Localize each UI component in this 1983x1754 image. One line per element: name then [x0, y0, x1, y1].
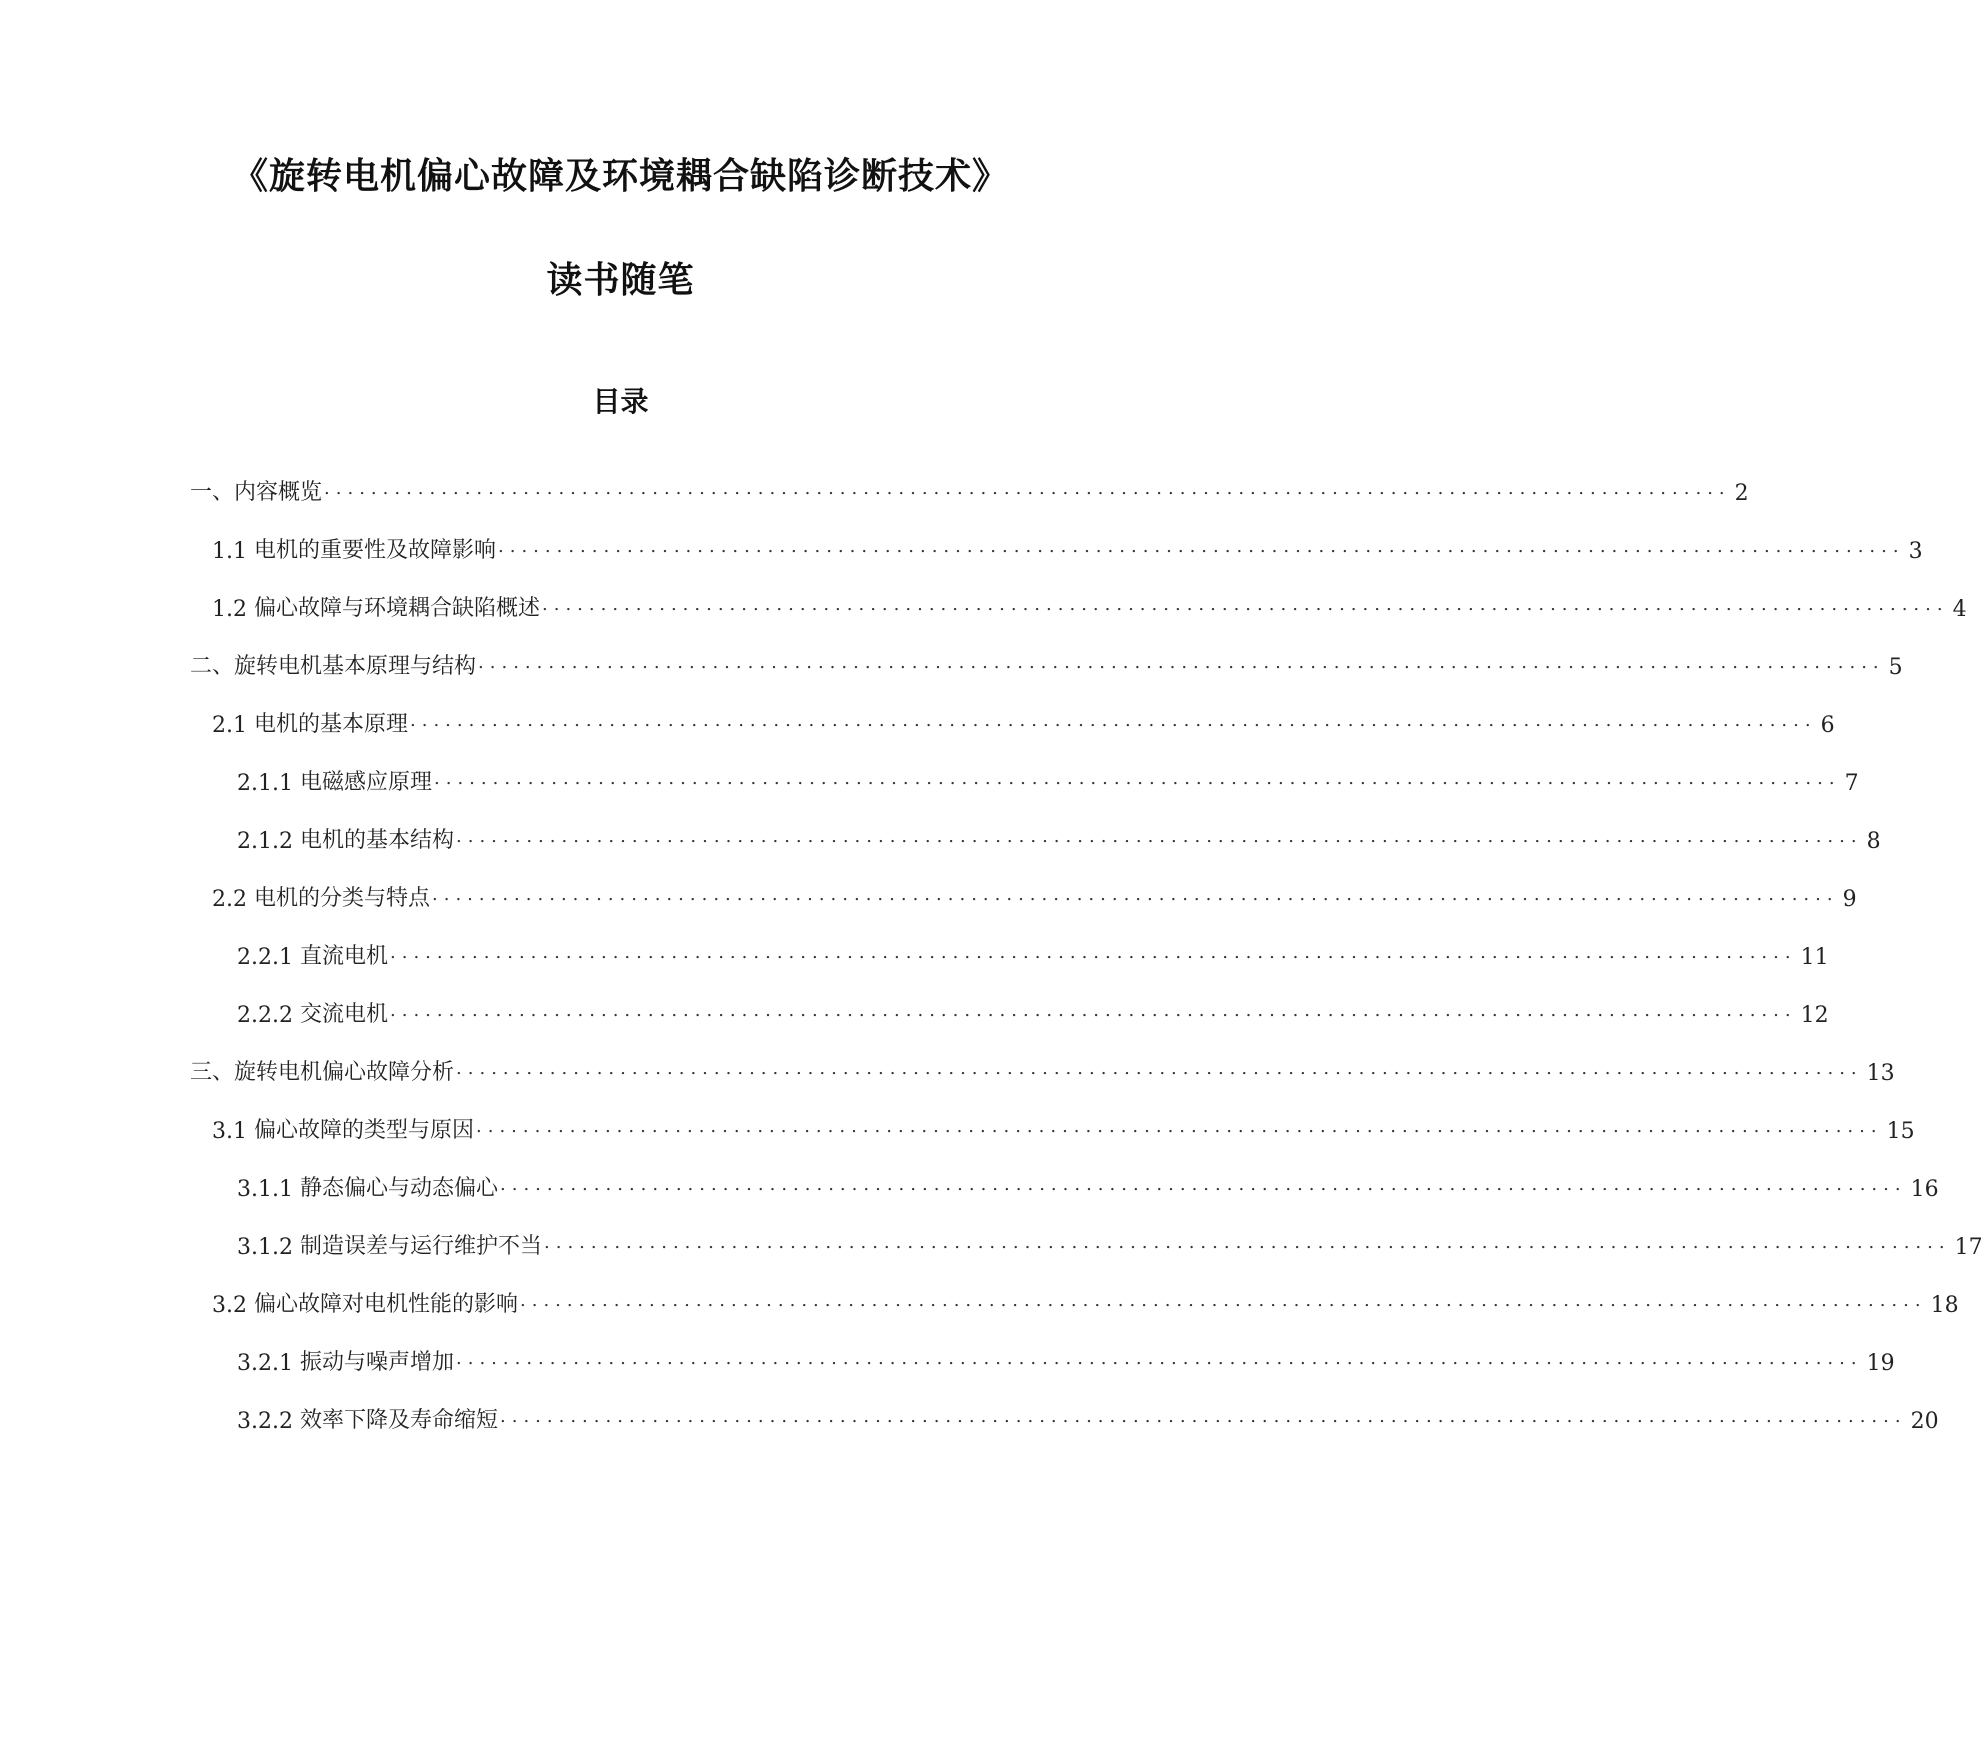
- toc-entry-label: 电机的重要性及故障影响: [253, 538, 496, 563]
- toc-entry-number: 2.1.2: [237, 829, 300, 854]
- toc-entry[interactable]: [212, 586, 1967, 622]
- toc-entry-number: 3.2: [212, 1293, 254, 1318]
- toc-entry-page-number: 15: [1886, 1119, 1915, 1144]
- toc-dot-leader: ........................................................................................................................: [456, 1348, 1863, 1369]
- toc-entry-page-number: 2: [1734, 481, 1749, 506]
- toc-dot-leader: ........................................................................................................................: [476, 1116, 1883, 1137]
- toc-entry-number: 2.1: [212, 713, 254, 738]
- toc-dot-leader: ........................................................................................................................: [456, 826, 1863, 847]
- toc-dot-leader: ........................................................................................................................: [432, 884, 1839, 905]
- toc-entry[interactable]: [190, 1050, 1895, 1086]
- toc-entry-page-number: 12: [1800, 1003, 1829, 1028]
- toc-entry[interactable]: [190, 470, 1749, 506]
- toc-entry-number: 一、: [190, 480, 235, 505]
- toc-entry[interactable]: [237, 934, 1829, 970]
- toc-entry-number: 二、: [190, 654, 235, 679]
- toc-entry-page-number: 19: [1866, 1351, 1895, 1376]
- toc-dot-leader: ........................................................................................................................: [500, 1174, 1907, 1195]
- toc-entry-label: 旋转电机偏心故障分析: [234, 1060, 455, 1085]
- toc-entry[interactable]: [212, 528, 1923, 564]
- toc-dot-leader: ........................................................................................................................: [500, 1406, 1907, 1427]
- toc-entry-label: 内容概览: [234, 480, 323, 505]
- toc-entry-label: 偏心故障的类型与原因: [253, 1118, 474, 1143]
- toc-dot-leader: ........................................................................................................................: [410, 710, 1817, 731]
- toc-dot-leader: ........................................................................................................................: [498, 536, 1905, 557]
- toc-entry-number: 3.1.1: [237, 1177, 300, 1202]
- toc-entry-page-number: 13: [1866, 1061, 1895, 1086]
- toc-dot-leader: ........................................................................................................................: [520, 1290, 1927, 1311]
- toc-entry-number: 3.2.1: [237, 1351, 300, 1376]
- document-subtitle: 读书随笔: [546, 259, 695, 301]
- toc-entry-page-number: 18: [1930, 1293, 1959, 1318]
- toc-dot-leader: ........................................................................................................................: [390, 942, 1797, 963]
- toc-entry-page-number: 16: [1910, 1177, 1939, 1202]
- toc-entry-page-number: 20: [1910, 1409, 1939, 1434]
- toc-entry-page-number: 11: [1800, 945, 1829, 970]
- toc-entry[interactable]: [237, 1340, 1895, 1376]
- toc-entry-page-number: 17: [1954, 1235, 1983, 1260]
- toc-entry-label: 电机的基本原理: [253, 712, 408, 737]
- toc-entry-number: 2.1.1: [237, 771, 300, 796]
- toc-entry-number: 2.2.1: [237, 945, 300, 970]
- toc-entry-page-number: 3: [1908, 539, 1923, 564]
- toc-dot-leader: ........................................................................................................................: [544, 1232, 1951, 1253]
- toc-entry-page-number: 4: [1952, 597, 1967, 622]
- toc-entry[interactable]: [237, 1224, 1983, 1260]
- toc-dot-leader: ........................................................................................................................: [478, 652, 1885, 673]
- toc-entry[interactable]: [212, 1108, 1915, 1144]
- toc-entry-page-number: 9: [1842, 887, 1857, 912]
- toc-entry-label: 交流电机: [299, 1002, 388, 1027]
- toc-entry[interactable]: [190, 644, 1903, 680]
- toc-entry-label: 偏心故障对电机性能的影响: [253, 1292, 518, 1317]
- toc-entry-label: 效率下降及寿命缩短: [299, 1408, 498, 1433]
- toc-entry-number: 2.2: [212, 887, 254, 912]
- toc-entry-label: 振动与噪声增加: [299, 1350, 454, 1375]
- toc-entry[interactable]: [237, 992, 1829, 1028]
- toc-entry-label: 直流电机: [299, 944, 388, 969]
- toc-entry[interactable]: [237, 818, 1881, 854]
- toc-entry[interactable]: [237, 1398, 1939, 1434]
- toc-entry-number: 2.2.2: [237, 1003, 300, 1028]
- toc-entry[interactable]: [237, 1166, 1939, 1202]
- toc-dot-leader: ........................................................................................................................: [456, 1058, 1863, 1079]
- toc-entry[interactable]: [212, 702, 1835, 738]
- toc-entry-page-number: 5: [1888, 655, 1903, 680]
- toc-entry-page-number: 8: [1866, 829, 1881, 854]
- toc-entry-number: 3.1.2: [237, 1235, 300, 1260]
- document-title: 《旋转电机偏心故障及环境耦合缺陷诊断技术》: [231, 155, 1009, 197]
- toc-dot-leader: ........................................................................................................................: [434, 768, 1841, 789]
- toc-entry[interactable]: [212, 1282, 1959, 1318]
- toc-entry-label: 制造误差与运行维护不当: [299, 1234, 542, 1259]
- toc-entry-page-number: 7: [1844, 771, 1859, 796]
- toc-dot-leader: ........................................................................................................................: [542, 594, 1949, 615]
- toc-entry-label: 偏心故障与环境耦合缺陷概述: [253, 596, 540, 621]
- toc-heading: 目录: [592, 385, 649, 418]
- toc-entry-label: 电机的分类与特点: [253, 886, 430, 911]
- toc-entry-number: 1.1: [212, 539, 254, 564]
- toc-entry-number: 1.2: [212, 597, 254, 622]
- toc-entry[interactable]: [237, 760, 1859, 796]
- toc-entry-label: 电机的基本结构: [299, 828, 454, 853]
- toc-entry-label: 旋转电机基本原理与结构: [234, 654, 477, 679]
- toc-entry-page-number: 6: [1820, 713, 1835, 738]
- toc-entry-label: 电磁感应原理: [299, 770, 432, 795]
- toc-dot-leader: ........................................................................................................................: [390, 1000, 1797, 1021]
- toc-entry-number: 3.1: [212, 1119, 254, 1144]
- toc-entry-label: 静态偏心与动态偏心: [299, 1176, 498, 1201]
- toc-entry-number: 3.2.2: [237, 1409, 300, 1434]
- toc-dot-leader: ........................................................................................................................: [324, 478, 1731, 499]
- toc-entry-number: 三、: [190, 1060, 235, 1085]
- toc-entry[interactable]: [212, 876, 1857, 912]
